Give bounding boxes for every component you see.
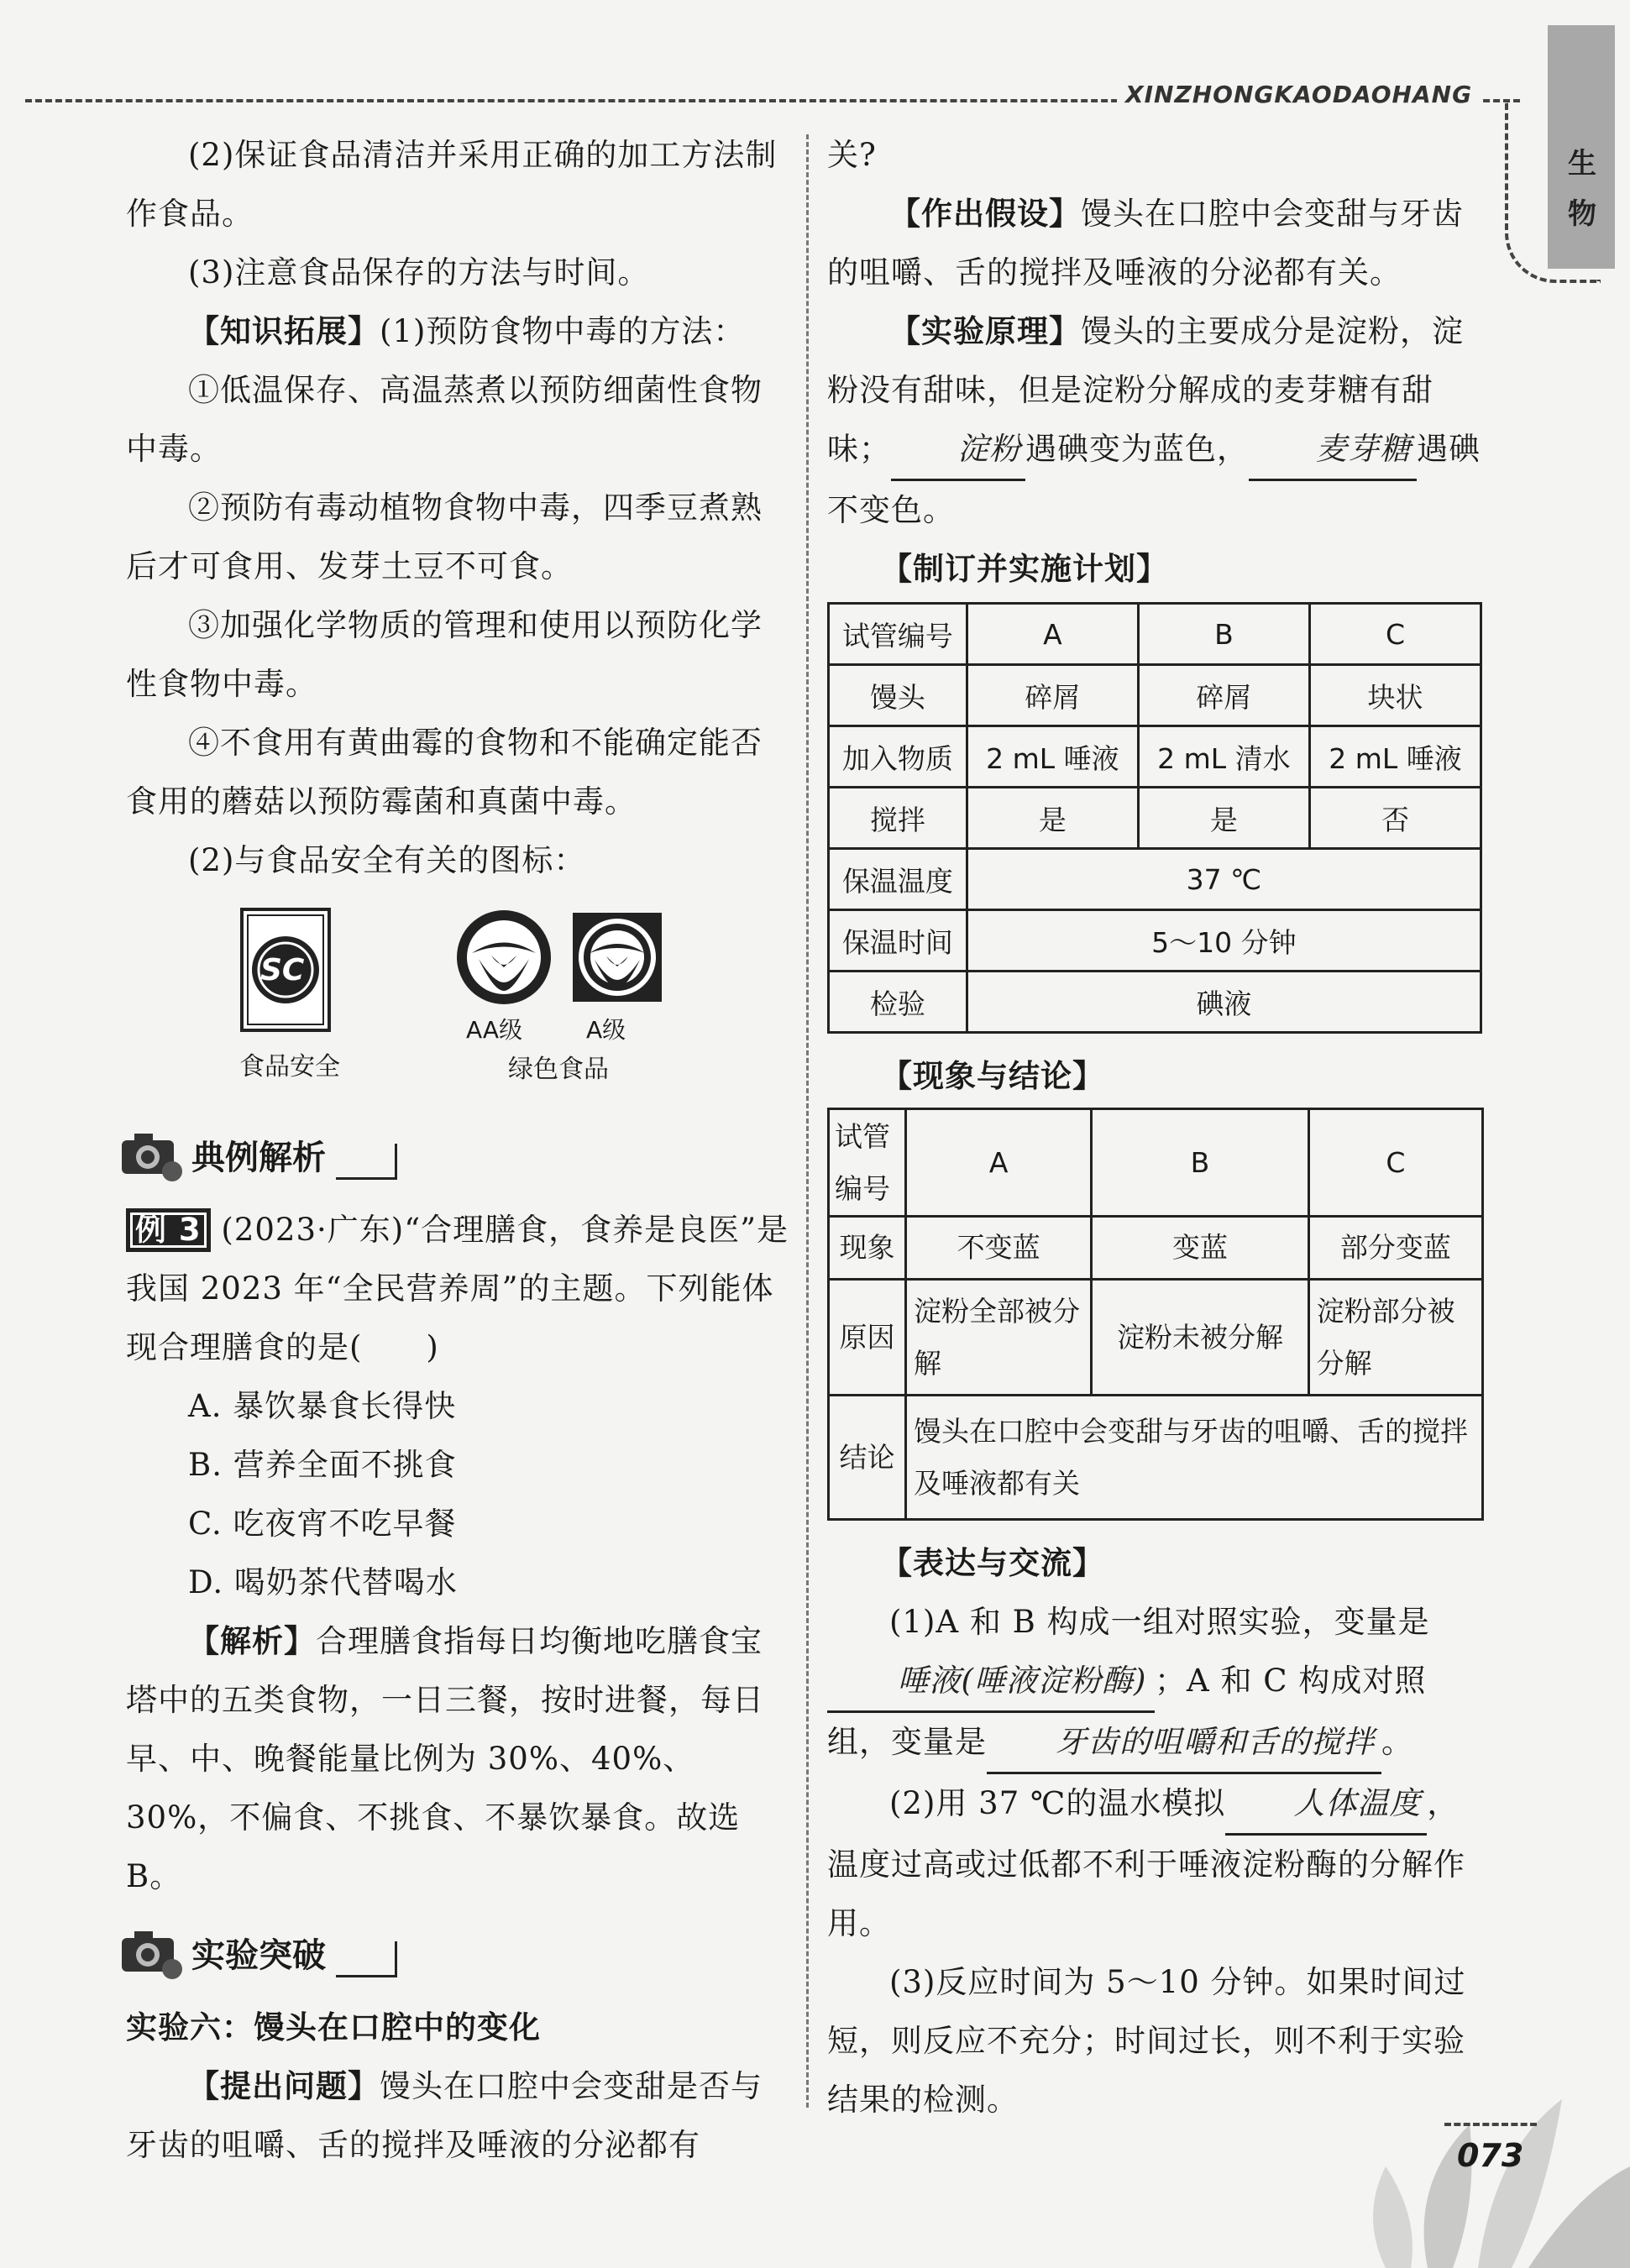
ext-label: 【知识拓展】	[188, 313, 380, 349]
knowledge-extension	[126, 302, 789, 361]
table-row	[829, 972, 1481, 1033]
table-cell: 否	[1309, 788, 1481, 849]
green-food-aa-icon	[453, 907, 554, 1008]
e1-text-a: (1)A 和 B 构成一组对照实验，变量是	[889, 1604, 1430, 1640]
question-text: 馒头在口腔中会变甜是否与牙齿的咀嚼、舌的搅拌及唾液的分泌都有	[126, 2068, 763, 2163]
raise-question	[126, 2057, 789, 2175]
table-row	[829, 1396, 1483, 1520]
food-safety-logos	[126, 907, 789, 1108]
page-number: 073	[1457, 2137, 1524, 2174]
table-cell: A	[905, 1109, 1091, 1217]
left-column	[126, 126, 789, 2175]
table-cell: 淀粉部分被分解	[1308, 1280, 1482, 1396]
expression-2	[827, 1774, 1482, 1953]
principle-mid: 遇碘变为蓝色，	[1025, 431, 1249, 467]
footer-dashed-line	[1444, 2123, 1537, 2126]
table-cell: B	[1092, 1109, 1308, 1217]
table-cell: 是	[1138, 788, 1309, 849]
hypothesis	[827, 185, 1482, 302]
e1-text-c: 。	[1381, 1724, 1413, 1760]
table-cell: 检验	[829, 972, 967, 1033]
table-cell: 5～10 分钟	[967, 910, 1481, 972]
expression-1	[827, 1593, 1482, 1774]
option-a: A. 暴饮暴食长得快	[188, 1388, 457, 1424]
expression-label: 【表达与交流】	[881, 1545, 1104, 1581]
analysis-label: 【解析】	[188, 1623, 316, 1659]
table-cell: 碎屑	[967, 665, 1138, 726]
subject-char-1: 生	[1568, 147, 1596, 181]
section-typical-examples	[118, 1117, 789, 1192]
table-cell: 馒头	[829, 665, 967, 726]
a-caption: A级	[586, 1016, 626, 1044]
method-3: ③加强化学物质的管理和使用以预防化学性食物中毒。	[126, 607, 763, 702]
principle-text: 馒头的主要成分是淀粉，淀粉没有甜味，但是淀粉分解成的麦芽糖有甜味；	[827, 313, 1464, 467]
plan-table	[827, 602, 1482, 1034]
option-d: D. 喝奶茶代替喝水	[188, 1564, 458, 1600]
camera-icon	[118, 1125, 185, 1184]
table-cell: 淀粉全部被分解	[905, 1280, 1091, 1396]
option-c: C. 吃夜宵不吃早餐	[188, 1506, 457, 1542]
method-4: ④不食用有黄曲霉的食物和不能确定能否食用的蘑菇以预防霉菌和真菌中毒。	[126, 725, 763, 820]
table-cell: B	[1138, 604, 1309, 665]
example-3-stem	[126, 1201, 789, 1377]
running-title: XINZHONGKAODAOHANG	[1117, 81, 1481, 108]
paragraph-clean-food: (2)保证食品清洁并采用正确的加工方法制作食品。	[126, 137, 778, 232]
green-food-a-icon	[571, 911, 663, 1003]
table-cell: 试管编号	[829, 1109, 906, 1217]
e1-text-b: ；A 和 C 构成对照组，变量是	[827, 1663, 1427, 1760]
ext-text: (1)预防食物中毒的方法：	[380, 313, 746, 349]
question-label: 【提出问题】	[188, 2068, 380, 2104]
table-cell: C	[1308, 1109, 1482, 1217]
table-cell: 碘液	[967, 972, 1481, 1033]
aa-caption: AA级	[466, 1016, 523, 1044]
table-cell: C	[1309, 604, 1481, 665]
table-cell: 搅拌	[829, 788, 967, 849]
plan-heading	[827, 540, 1482, 599]
table-cell: 原因	[829, 1280, 906, 1396]
camera-icon	[118, 1923, 185, 1982]
table-cell: 变蓝	[1092, 1217, 1308, 1280]
section-tail-arrow	[336, 1941, 397, 1977]
table-cell: 2 mL 唾液	[1309, 726, 1481, 788]
hypothesis-label: 【作出假设】	[889, 196, 1081, 232]
table-row	[829, 1217, 1483, 1280]
sc-logo-caption: 食品安全	[239, 1052, 340, 1082]
table-row	[829, 849, 1481, 910]
table-cell: 试管编号	[829, 604, 967, 665]
table-cell: 不变蓝	[905, 1217, 1091, 1280]
table-cell: 结论	[829, 1396, 906, 1520]
subject-tab-label	[1561, 139, 1603, 239]
table-row	[829, 910, 1481, 972]
blank-chewing: 牙齿的咀嚼和舌的搅拌	[987, 1713, 1381, 1774]
method-2: ②预防有毒动植物食物中毒，四季豆煮熟后才可食用、发芽土豆不可食。	[126, 490, 763, 584]
subject-char-2: 物	[1568, 197, 1596, 231]
table-row	[829, 788, 1481, 849]
experiment-title: 实验六：馒头在口腔中的变化	[126, 2009, 541, 2045]
result-label: 【现象与结论】	[881, 1058, 1104, 1094]
section-experiment-breakthrough	[118, 1914, 789, 1990]
table-cell: 保温时间	[829, 910, 967, 972]
principle	[827, 302, 1482, 540]
expression-heading	[827, 1534, 1482, 1593]
table-cell: 37 ℃	[967, 849, 1481, 910]
e2-text-a: (2)用 37 ℃的温水模拟	[889, 1785, 1226, 1821]
table-row	[829, 1109, 1483, 1217]
icons-intro: (2)与食品安全有关的图标：	[188, 842, 586, 878]
right-column	[827, 126, 1482, 2129]
section-tail-arrow	[336, 1144, 397, 1180]
column-divider	[806, 134, 809, 2108]
table-row	[829, 726, 1481, 788]
table-cell: 淀粉未被分解	[1092, 1280, 1308, 1396]
example-stem-text: (2023·广东)“合理膳食，食养是良医”是我国 2023 年“全民营养周”的主题。下列能体现合理膳食的是( )	[126, 1212, 789, 1365]
table-cell: 2 mL 清水	[1138, 726, 1309, 788]
section-title: 典例解析	[191, 1138, 326, 1177]
table-cell: 2 mL 唾液	[967, 726, 1138, 788]
table-row	[829, 1280, 1483, 1396]
blank-body-temp: 人体温度	[1225, 1774, 1427, 1836]
plan-label: 【制订并实施计划】	[881, 551, 1168, 587]
paragraph-storage: (3)注意食品保存的方法与时间。	[188, 254, 650, 291]
table-cell: 馒头在口腔中会变甜与牙齿的咀嚼、舌的搅拌及唾液都有关	[905, 1396, 1482, 1520]
option-b: B. 营养全面不挑食	[188, 1447, 457, 1483]
table-cell: 是	[967, 788, 1138, 849]
table-cell: 加入物质	[829, 726, 967, 788]
table-cell: A	[967, 604, 1138, 665]
section-title: 实验突破	[191, 1935, 326, 1975]
decorative-leaves-icon	[1260, 1998, 1630, 2268]
method-1: ①低温保存、高温蒸煮以预防细菌性食物中毒。	[126, 372, 763, 467]
table-cell: 部分变蓝	[1308, 1217, 1482, 1280]
expression-3: (3)反应时间为 5～10 分钟。如果时间过短，则反应不充分；时间过长，则不利于实验结果的检测。	[827, 1964, 1466, 2118]
table-row	[829, 665, 1481, 726]
question-continued: 关?	[827, 137, 877, 173]
table-cell: 碎屑	[1138, 665, 1309, 726]
green-food-caption: 绿色食品	[508, 1055, 609, 1084]
principle-label: 【实验原理】	[889, 313, 1081, 349]
analysis-text: 合理膳食指每日均衡地吃膳食宝塔中的五类食物，一日三餐，按时进餐，每日早、中、晚餐能量比例为 30%、40%、30%，不偏食、不挑食、不暴饮暴食。故选 B。	[126, 1623, 764, 1894]
table-cell: 保温温度	[829, 849, 967, 910]
blank-starch: 淀粉	[891, 420, 1025, 481]
example-tag: 例 3	[126, 1208, 211, 1252]
principle-end: 遇碘不变色。	[827, 431, 1481, 528]
table-row	[829, 604, 1481, 665]
table-cell: 块状	[1309, 665, 1481, 726]
hypothesis-text: 馒头在口腔中会变甜与牙齿的咀嚼、舌的搅拌及唾液的分泌都有关。	[827, 196, 1464, 291]
result-heading	[827, 1047, 1482, 1106]
result-table	[827, 1108, 1484, 1521]
table-cell: 现象	[829, 1217, 906, 1280]
blank-maltose: 麦芽糖	[1249, 420, 1417, 481]
analysis	[126, 1612, 789, 1906]
blank-saliva: 唾液(唾液淀粉酶)	[827, 1652, 1155, 1713]
e2-text-b: ，温度过高或过低都不利于唾液淀粉酶的分解作用。	[827, 1785, 1465, 1941]
sc-logo-text: SC	[260, 953, 305, 987]
